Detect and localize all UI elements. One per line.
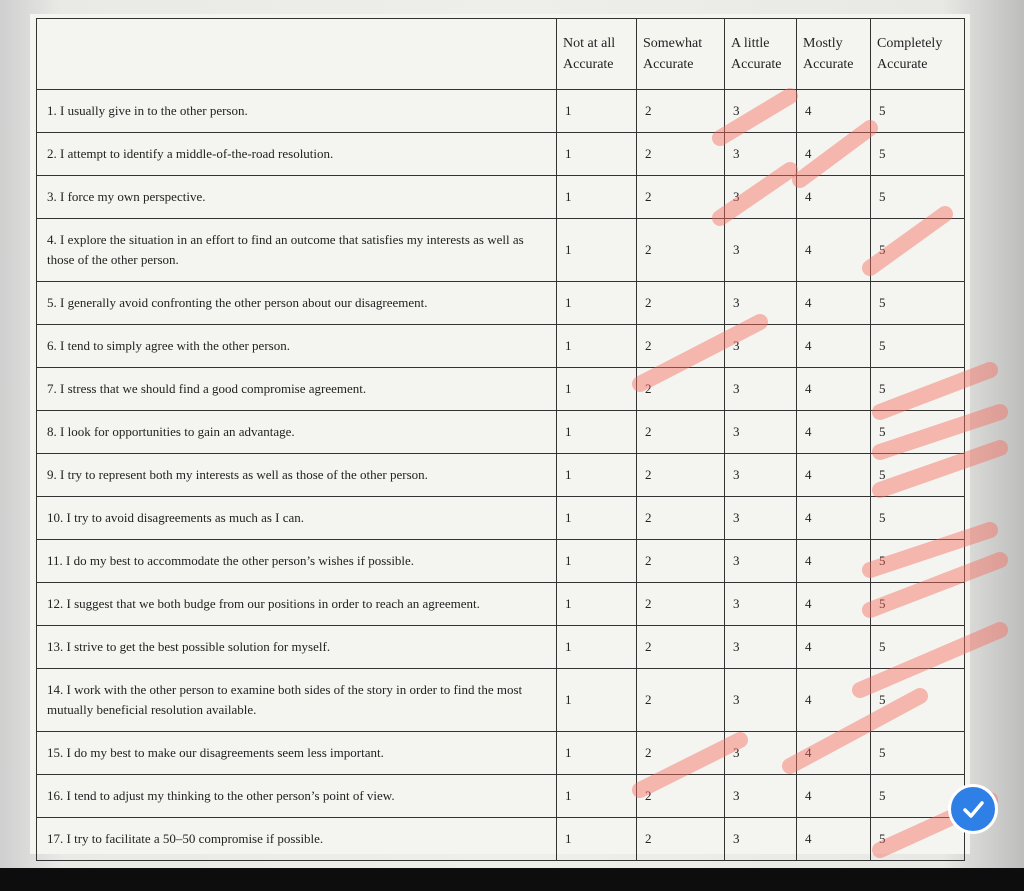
rating-cell[interactable]: 2 <box>637 325 725 368</box>
rating-cell[interactable]: 4 <box>797 133 871 176</box>
rating-cell[interactable]: 3 <box>725 219 797 282</box>
rating-cell[interactable]: 1 <box>557 219 637 282</box>
rating-cell[interactable]: 2 <box>637 219 725 282</box>
item-text: 4. I explore the situation in an effort to find an outcome that satisfies my interests as well as those of the other person. <box>37 219 557 282</box>
rating-cell[interactable]: 3 <box>725 454 797 497</box>
survey-table <box>36 18 965 861</box>
rating-cell[interactable]: 4 <box>797 176 871 219</box>
rating-cell[interactable]: 1 <box>557 176 637 219</box>
bottom-bar <box>0 868 1024 891</box>
rating-cell[interactable]: 4 <box>797 325 871 368</box>
rating-cell[interactable]: 2 <box>637 583 725 626</box>
rating-cell[interactable]: 2 <box>637 133 725 176</box>
item-text: 9. I try to represent both my interests as well as those of the other person. <box>37 454 557 497</box>
rating-cell[interactable]: 3 <box>725 411 797 454</box>
table-row <box>37 669 965 732</box>
rating-cell[interactable]: 5 <box>871 540 965 583</box>
item-text: 7. I stress that we should find a good compromise agreement. <box>37 368 557 411</box>
rating-cell[interactable]: 2 <box>637 282 725 325</box>
rating-cell[interactable]: 2 <box>637 818 725 861</box>
rating-cell[interactable]: 4 <box>797 90 871 133</box>
header-not-at-all: Not at all Accurate <box>557 19 637 90</box>
rating-cell[interactable]: 2 <box>637 775 725 818</box>
rating-cell[interactable]: 3 <box>725 540 797 583</box>
rating-cell[interactable]: 3 <box>725 818 797 861</box>
item-text: 15. I do my best to make our disagreements seem less important. <box>37 732 557 775</box>
rating-cell[interactable]: 4 <box>797 282 871 325</box>
rating-cell[interactable]: 1 <box>557 626 637 669</box>
rating-cell[interactable]: 3 <box>725 497 797 540</box>
rating-cell[interactable]: 1 <box>557 368 637 411</box>
rating-cell[interactable]: 5 <box>871 133 965 176</box>
header-blank <box>37 19 557 90</box>
rating-cell[interactable]: 5 <box>871 583 965 626</box>
item-text: 3. I force my own perspective. <box>37 176 557 219</box>
header-somewhat: Somewhat Accurate <box>637 19 725 90</box>
table-row <box>37 540 965 583</box>
rating-cell[interactable]: 1 <box>557 775 637 818</box>
rating-cell[interactable]: 5 <box>871 325 965 368</box>
table-row <box>37 133 965 176</box>
table-row <box>37 325 965 368</box>
rating-cell[interactable]: 5 <box>871 176 965 219</box>
table-row <box>37 176 965 219</box>
rating-cell[interactable]: 5 <box>871 626 965 669</box>
rating-cell[interactable]: 2 <box>637 90 725 133</box>
rating-cell[interactable]: 3 <box>725 325 797 368</box>
rating-cell[interactable]: 2 <box>637 732 725 775</box>
rating-cell[interactable]: 1 <box>557 454 637 497</box>
rating-cell[interactable]: 1 <box>557 669 637 732</box>
item-text: 6. I tend to simply agree with the other person. <box>37 325 557 368</box>
rating-cell[interactable]: 2 <box>637 176 725 219</box>
rating-cell[interactable]: 4 <box>797 583 871 626</box>
rating-cell[interactable]: 2 <box>637 626 725 669</box>
rating-cell[interactable]: 2 <box>637 669 725 732</box>
rating-cell[interactable]: 2 <box>637 497 725 540</box>
rating-cell[interactable]: 4 <box>797 818 871 861</box>
rating-cell[interactable]: 5 <box>871 368 965 411</box>
rating-cell[interactable]: 4 <box>797 454 871 497</box>
rating-cell[interactable]: 3 <box>725 626 797 669</box>
rating-cell[interactable]: 3 <box>725 176 797 219</box>
table-row <box>37 732 965 775</box>
rating-cell[interactable]: 2 <box>637 411 725 454</box>
checkmark-badge[interactable] <box>948 784 998 834</box>
rating-cell[interactable]: 5 <box>871 818 965 861</box>
rating-cell[interactable]: 3 <box>725 775 797 818</box>
rating-cell[interactable]: 1 <box>557 732 637 775</box>
rating-cell[interactable]: 2 <box>637 540 725 583</box>
rating-cell[interactable]: 1 <box>557 325 637 368</box>
rating-cell[interactable]: 1 <box>557 411 637 454</box>
item-text: 10. I try to avoid disagreements as much as I can. <box>37 497 557 540</box>
rating-cell[interactable]: 1 <box>557 282 637 325</box>
rating-cell[interactable]: 2 <box>637 368 725 411</box>
table-row <box>37 583 965 626</box>
table-row <box>37 454 965 497</box>
table-row <box>37 775 965 818</box>
rating-cell[interactable]: 3 <box>725 90 797 133</box>
rating-cell[interactable]: 4 <box>797 411 871 454</box>
item-text: 5. I generally avoid confronting the other person about our disagreement. <box>37 282 557 325</box>
table-row <box>37 219 965 282</box>
table-row <box>37 626 965 669</box>
rating-cell[interactable]: 4 <box>797 732 871 775</box>
rating-cell[interactable]: 5 <box>871 669 965 732</box>
rating-cell[interactable]: 5 <box>871 732 965 775</box>
rating-cell[interactable]: 3 <box>725 282 797 325</box>
rating-cell[interactable]: 1 <box>557 497 637 540</box>
rating-cell[interactable]: 3 <box>725 583 797 626</box>
item-text: 11. I do my best to accommodate the other person’s wishes if possible. <box>37 540 557 583</box>
table-row <box>37 282 965 325</box>
rating-cell[interactable]: 5 <box>871 454 965 497</box>
item-text: 12. I suggest that we both budge from our positions in order to reach an agreement. <box>37 583 557 626</box>
table-row <box>37 497 965 540</box>
item-text: 13. I strive to get the best possible solution for myself. <box>37 626 557 669</box>
rating-cell[interactable]: 4 <box>797 626 871 669</box>
table-row <box>37 368 965 411</box>
rating-cell[interactable]: 1 <box>557 583 637 626</box>
table-row <box>37 90 965 133</box>
rating-cell[interactable]: 3 <box>725 669 797 732</box>
rating-cell[interactable]: 5 <box>871 282 965 325</box>
rating-cell[interactable]: 4 <box>797 669 871 732</box>
rating-cell[interactable]: 2 <box>637 454 725 497</box>
rating-cell[interactable]: 5 <box>871 497 965 540</box>
table-row <box>37 818 965 861</box>
rating-cell[interactable]: 1 <box>557 90 637 133</box>
rating-cell[interactable]: 3 <box>725 368 797 411</box>
header-completely: Completely Accurate <box>871 19 965 90</box>
rating-cell[interactable]: 1 <box>557 540 637 583</box>
rating-cell[interactable]: 5 <box>871 90 965 133</box>
checkmark-icon <box>958 794 988 824</box>
rating-cell[interactable]: 5 <box>871 411 965 454</box>
rating-cell[interactable]: 5 <box>871 219 965 282</box>
item-text: 8. I look for opportunities to gain an advantage. <box>37 411 557 454</box>
rating-cell[interactable]: 4 <box>797 219 871 282</box>
rating-cell[interactable]: 5 <box>871 775 965 818</box>
item-text: 1. I usually give in to the other person. <box>37 90 557 133</box>
rating-cell[interactable]: 1 <box>557 818 637 861</box>
rating-cell[interactable]: 4 <box>797 540 871 583</box>
header-row <box>37 19 965 90</box>
item-text: 14. I work with the other person to examine both sides of the story in order to find the most mutually beneficial resolution available. <box>37 669 557 732</box>
rating-cell[interactable]: 4 <box>797 497 871 540</box>
rating-cell[interactable]: 3 <box>725 732 797 775</box>
table-row <box>37 411 965 454</box>
item-text: 17. I try to facilitate a 50–50 compromise if possible. <box>37 818 557 861</box>
item-text: 16. I tend to adjust my thinking to the other person’s point of view. <box>37 775 557 818</box>
rating-cell[interactable]: 4 <box>797 368 871 411</box>
rating-cell[interactable]: 3 <box>725 133 797 176</box>
rating-cell[interactable]: 4 <box>797 775 871 818</box>
rating-cell[interactable]: 1 <box>557 133 637 176</box>
item-text: 2. I attempt to identify a middle-of-the-road resolution. <box>37 133 557 176</box>
header-mostly: Mostly Accurate <box>797 19 871 90</box>
header-a-little: A little Accurate <box>725 19 797 90</box>
